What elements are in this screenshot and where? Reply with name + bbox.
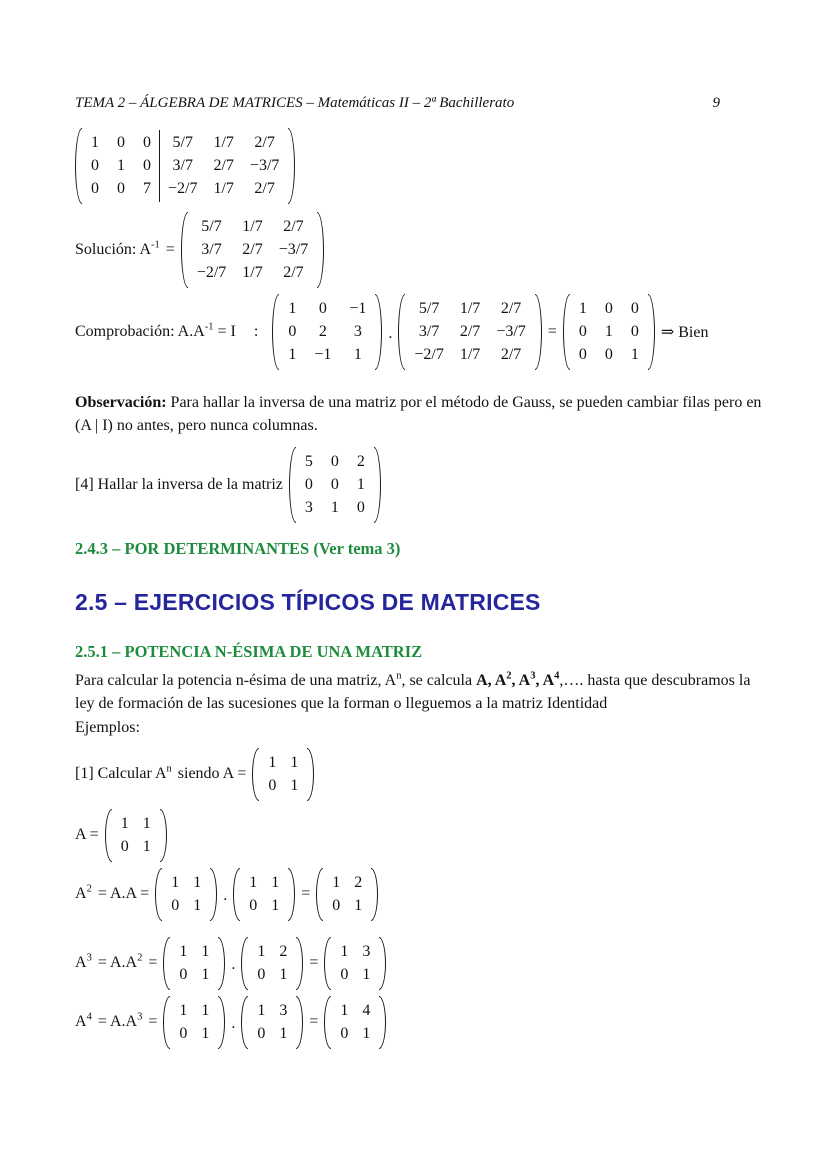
page-header <box>75 95 768 112</box>
multiply-dot: . <box>223 887 228 905</box>
check-prefix: Comprobación: A.A <box>75 323 205 340</box>
multiply-dot: . <box>231 1015 236 1033</box>
right-paren <box>371 868 378 921</box>
right-paren <box>317 212 324 288</box>
right-paren <box>288 128 295 204</box>
implies-result: ⇒ Bien <box>660 324 709 341</box>
right-paren <box>218 996 225 1049</box>
powers-bold-1: A, $A^2$ <box>476 671 512 690</box>
equals-sign: = <box>148 1013 158 1031</box>
result-matrix-cells: 1 4 0 1 <box>340 1001 371 1042</box>
left-paren <box>289 447 296 523</box>
augmented-matrix <box>75 128 295 204</box>
observation-paragraph <box>75 392 768 437</box>
right-paren <box>160 809 167 862</box>
factor-matrix-2 <box>233 868 295 921</box>
header-title: TEMA 2 – ÁLGEBRA DE MATRICES – Matemáticas II – 2ª Bachillerato <box>75 95 515 111</box>
power-a2-lhs: $A^2$ <box>75 883 92 903</box>
result-matrix <box>324 937 386 990</box>
equals-sign: = <box>547 323 557 340</box>
page-number: 9 <box>712 95 720 111</box>
power-line-a4 <box>75 996 768 1049</box>
intro-text <box>75 670 768 715</box>
right-paren <box>535 294 542 370</box>
right-paren <box>218 937 225 990</box>
example-1-label-b: siendo A = <box>177 765 247 783</box>
left-paren <box>563 294 570 370</box>
factor-matrix-2-cells: 1 3 0 1 <box>257 1001 288 1042</box>
factor-matrix-2 <box>241 937 303 990</box>
exponent-n: n <box>396 671 402 683</box>
augmented-right-block: 5/7 1/7 2/7 3/7 2/7 −3/7 −2/7 1/7 2/7 <box>168 134 280 197</box>
factor-matrix-1-cells: 1 1 0 1 <box>179 942 210 983</box>
exercise-4-line <box>75 447 768 523</box>
left-paren <box>155 868 162 921</box>
right-paren <box>374 447 381 523</box>
matrix-a-2x2 <box>252 748 314 801</box>
intro-part-3: ,…. hasta que descubramos la ley de formación de las sucesiones que la forman o lleguemos a la matriz Identidad <box>75 672 751 712</box>
power-a4-mid: = $A.A^3$ <box>97 1011 143 1031</box>
check-label <box>75 323 236 341</box>
check-line <box>75 294 768 370</box>
colon-separator: : <box>253 323 259 340</box>
matrix-a <box>272 294 382 370</box>
left-paren <box>163 937 170 990</box>
factor-matrix-1 <box>163 937 225 990</box>
factor-matrix-1-cells: 1 1 0 1 <box>171 873 202 914</box>
right-paren <box>296 937 303 990</box>
inverse-matrix <box>181 212 324 288</box>
matrix-a-2x2-cells: 1 1 0 1 <box>268 753 299 794</box>
check-suffix: = I <box>217 323 236 340</box>
observation-text: Para hallar la inversa de una matriz por el método de Gauss, se pueden cambiar filas pero en (A | I) no antes, pero nunca columnas. <box>75 394 762 434</box>
power-a4-lhs: $A^4$ <box>75 1011 92 1031</box>
powers-bold-3: , $A^4$ <box>535 671 560 690</box>
identity-matrix-cells: 1 0 0 0 1 0 0 0 1 <box>578 300 639 363</box>
left-paren <box>316 868 323 921</box>
factor-matrix-2 <box>241 996 303 1049</box>
right-paren <box>307 748 314 801</box>
solution-label <box>75 241 160 259</box>
gauss-augmented-line <box>75 128 768 204</box>
multiply-dot: . <box>231 956 236 974</box>
left-paren <box>105 809 112 862</box>
intro-part-1: Para calcular la potencia n-ésima de una matriz, A <box>75 672 397 690</box>
factor-matrix-2-cells: 1 1 0 1 <box>249 873 280 914</box>
left-paren <box>324 937 331 990</box>
equals-sign: = <box>309 1013 319 1031</box>
power-a3-mid: = $A.A^2$ <box>97 952 143 972</box>
multiply-dot: . <box>388 325 393 342</box>
identity-matrix <box>563 294 655 370</box>
section-heading-2-4-3: 2.4.3 – POR DETERMINANTES (Ver tema 3) <box>75 539 401 559</box>
exercise-4-matrix <box>289 447 381 523</box>
factor-matrix-1 <box>155 868 217 921</box>
powers-bold-2: , $A^3$ <box>511 671 536 690</box>
exercise-4-matrix-cells: 5 0 2 0 0 1 3 1 0 <box>304 453 365 517</box>
inverse-exponent: -1 <box>204 321 214 333</box>
left-paren <box>252 748 259 801</box>
equals-sign: = <box>301 885 311 903</box>
left-paren <box>181 212 188 288</box>
examples-label: Ejemplos: <box>75 719 140 737</box>
observation-label: Observación: <box>75 394 167 411</box>
example-1-label-a: [1] Calcular $A^n$ <box>75 763 172 783</box>
solution-prefix: Solución: A <box>75 241 152 258</box>
matrix-a-inverse <box>398 294 541 370</box>
exponent-n: n <box>166 763 172 775</box>
solution-line <box>75 212 768 288</box>
augmented-left-block: 1 0 0 0 1 0 0 0 7 <box>91 134 151 197</box>
right-paren <box>648 294 655 370</box>
matrix-a-inverse-cells: 5/7 1/7 2/7 3/7 2/7 −3/7 −2/7 1/7 2/7 <box>414 300 526 363</box>
exercise-4-label: [4] Hallar la inversa de la matriz <box>75 476 283 494</box>
equals-sign: = <box>309 954 319 972</box>
factor-matrix-2-cells: 1 2 0 1 <box>257 942 288 983</box>
section-heading-2-5: 2.5 – EJERCICIOS TÍPICOS DE MATRICES <box>75 589 541 616</box>
result-matrix-cells: 1 2 0 1 <box>332 873 363 914</box>
right-paren <box>379 996 386 1049</box>
section-heading-2-5-1: 2.5.1 – POTENCIA N-ÉSIMA DE UNA MATRIZ <box>75 642 423 662</box>
result-matrix-cells: 1 3 0 1 <box>340 942 371 983</box>
power-a2-mid: = A.A = <box>97 885 150 903</box>
left-paren <box>398 294 405 370</box>
left-paren <box>324 996 331 1049</box>
result-matrix <box>316 868 378 921</box>
result-matrix <box>324 996 386 1049</box>
power-line-a <box>75 809 768 862</box>
left-paren <box>163 996 170 1049</box>
inverse-exponent: -1 <box>151 239 160 251</box>
right-paren <box>210 868 217 921</box>
left-paren <box>75 128 82 204</box>
intro-part-2: , se calcula <box>401 672 477 690</box>
left-paren <box>272 294 279 370</box>
left-paren <box>241 996 248 1049</box>
factor-matrix-1-cells: 1 1 0 1 <box>179 1001 210 1042</box>
power-a3-lhs: $A^3$ <box>75 952 92 972</box>
left-paren <box>241 937 248 990</box>
left-paren <box>233 868 240 921</box>
power-a-lhs: A = <box>75 826 99 844</box>
matrix-a-cells: 1 0 −1 0 2 3 1 −1 1 <box>288 300 367 363</box>
power-line-a2 <box>75 868 768 921</box>
right-paren <box>379 937 386 990</box>
example-1-line <box>75 748 768 801</box>
right-paren <box>288 868 295 921</box>
right-paren <box>296 996 303 1049</box>
inverse-matrix-cells: 5/7 1/7 2/7 3/7 2/7 −3/7 −2/7 1/7 2/7 <box>196 218 309 281</box>
equals-sign: = <box>148 954 158 972</box>
equals-sign: = <box>165 241 175 258</box>
intro-paragraph <box>75 670 768 739</box>
factor-matrix-1 <box>163 996 225 1049</box>
power-line-a3 <box>75 937 768 990</box>
matrix-a-2x2 <box>105 809 167 862</box>
right-paren <box>375 294 382 370</box>
matrix-a-2x2-cells: 1 1 0 1 <box>120 814 151 855</box>
